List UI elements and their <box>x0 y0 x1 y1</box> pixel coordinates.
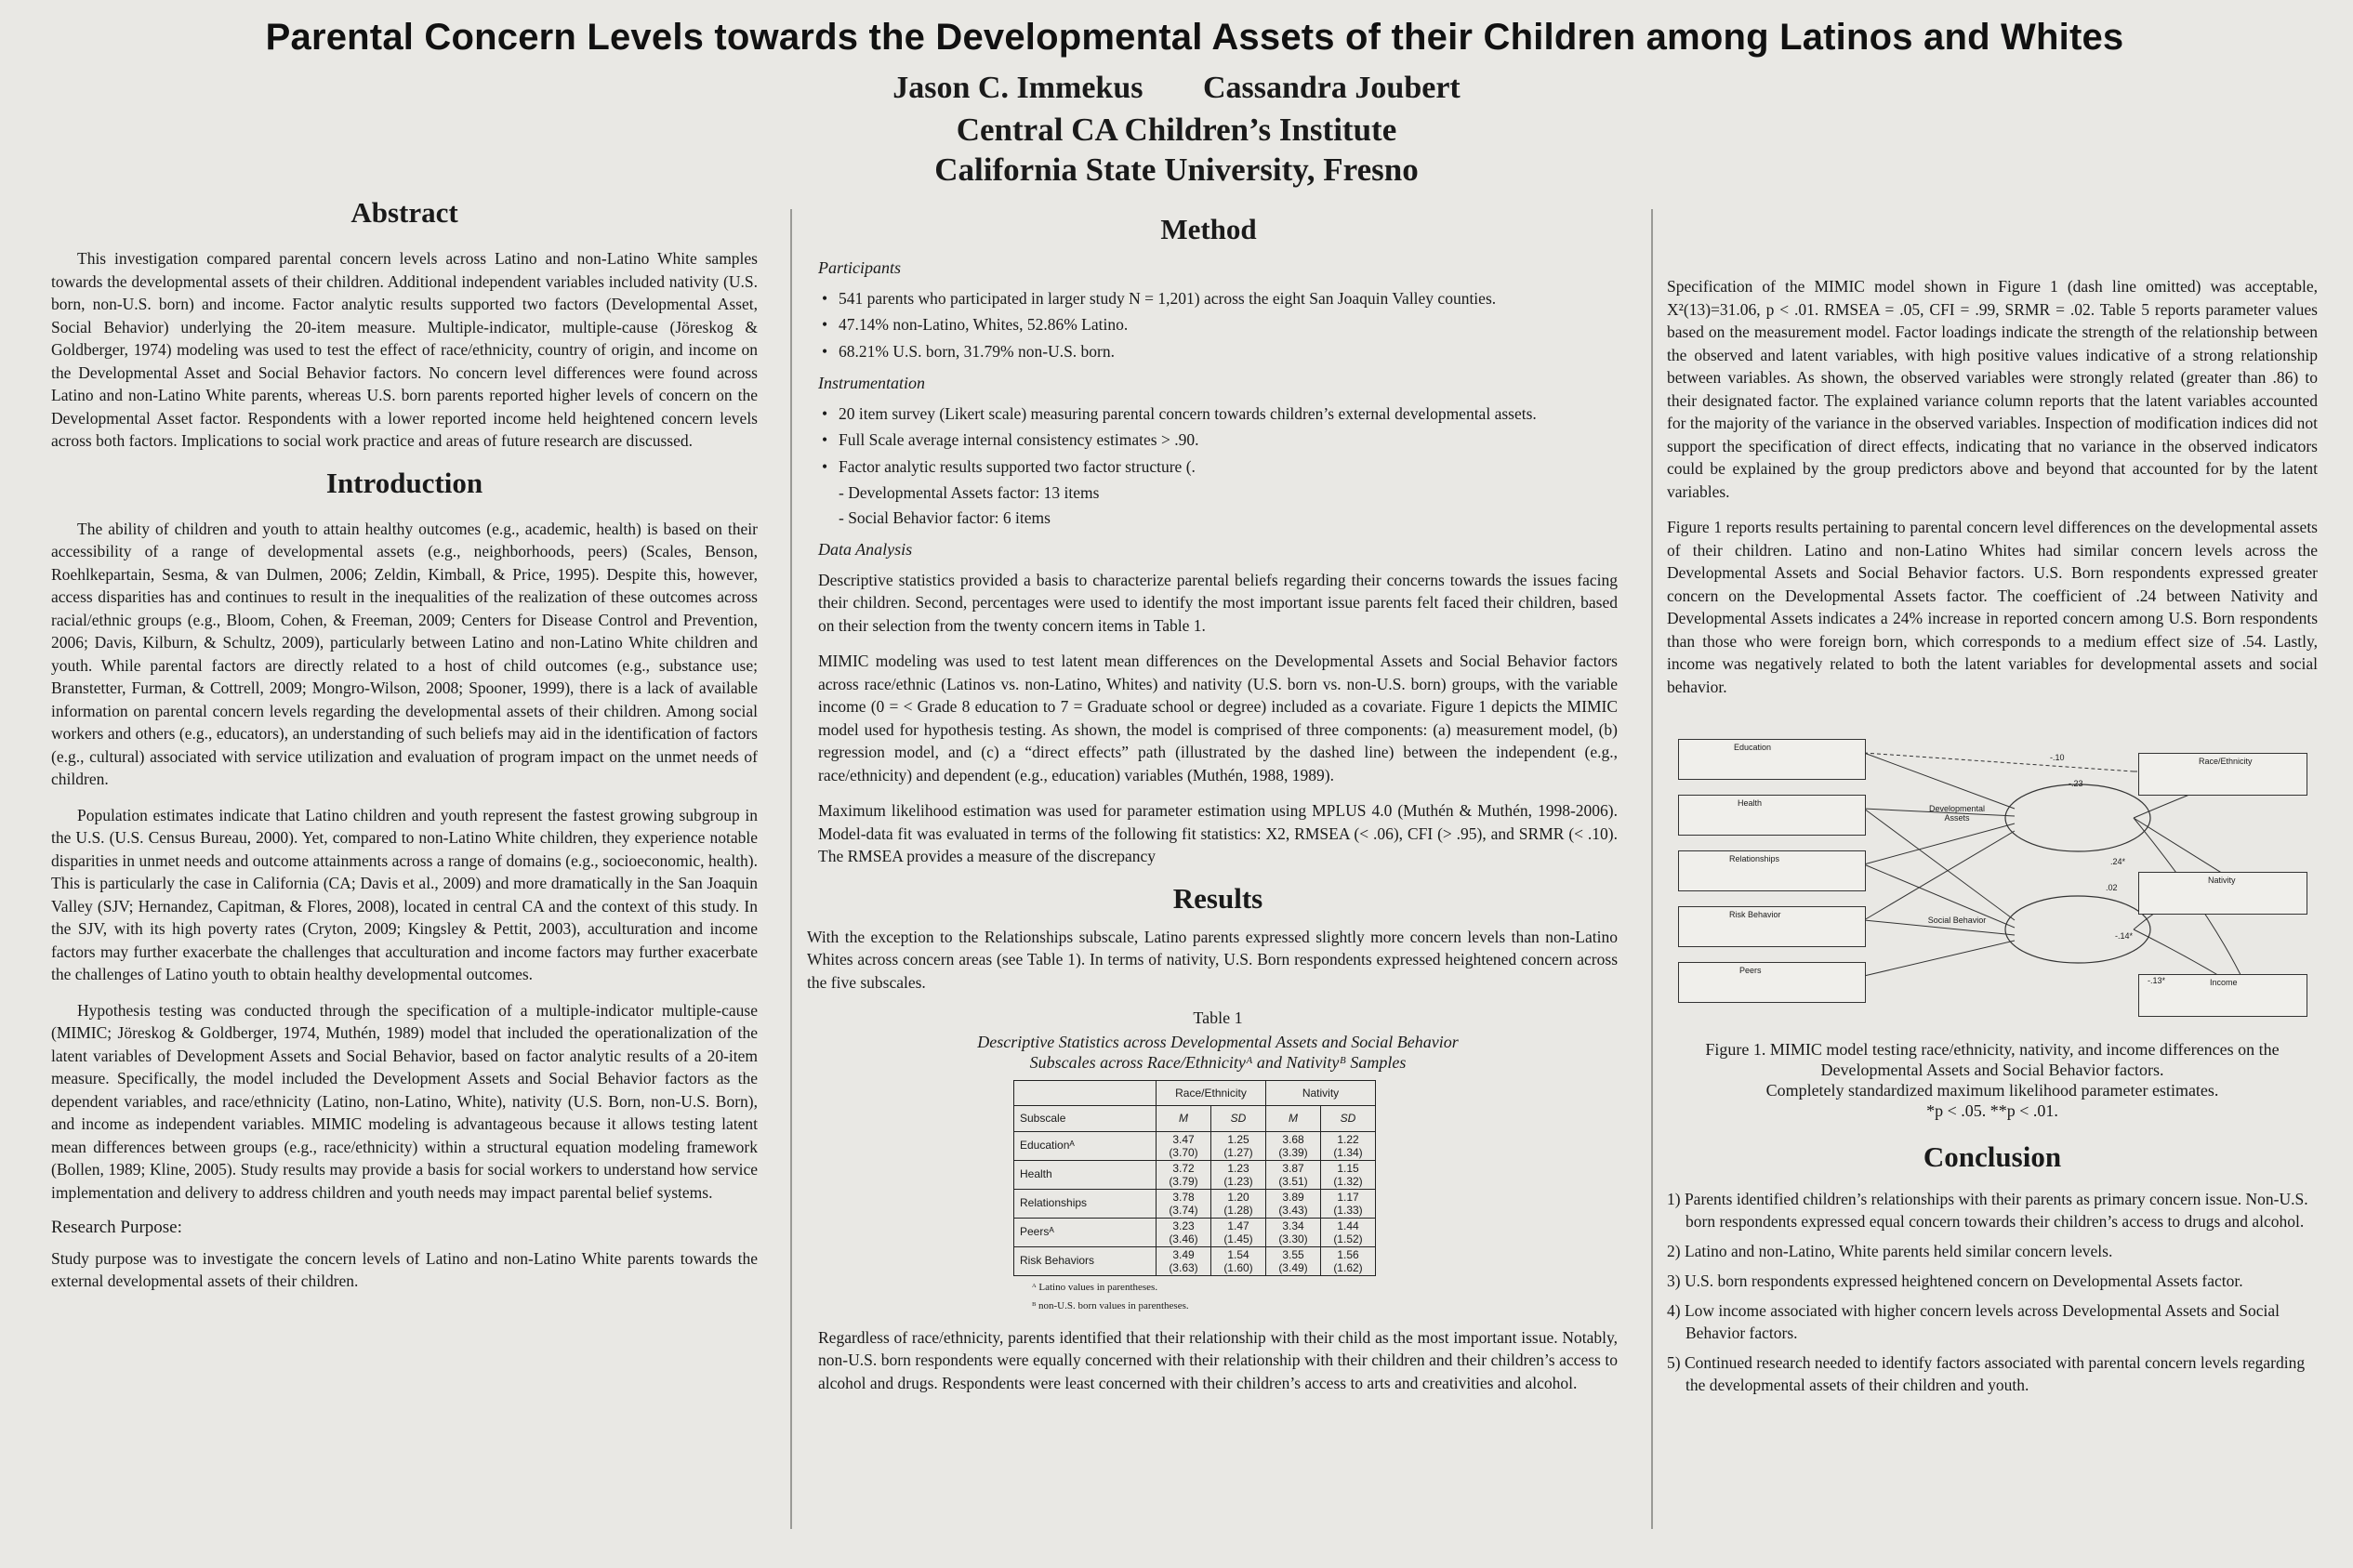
table-row-label: Educationᴬ <box>1014 1131 1157 1160</box>
table-cell: 1.15 (1.32) <box>1321 1160 1376 1189</box>
analysis-paragraph: MIMIC modeling was used to test latent mean differences on the Developmental Assets and Social Behavior factors across race/ethnic (Latinos vs. non-Latino, Whites) and nativity (U.S. born vs. non-U.S. born) groups, with the variable income (0 = < Grade 8 education to 7 = Graduate school or degree) included as a covariate. Figure 1 depicts the MIMIC model used for hypothesis testing. As shown, the model is comprised of three components: (a) measurement model, (b) regression model, and (c) a “direct effects” path (illustrated by the dashed line) between the independent (e.g., race/ethnicity) and dependent (e.g., education) variables (Muthén, 1988, 1989). <box>818 652 1618 784</box>
factor-label: Developmental Assets <box>1928 804 1986 823</box>
table-row-label: Peersᴬ <box>1014 1218 1157 1246</box>
indicator-label: Peers <box>1739 966 1762 975</box>
conclusion-list <box>1667 1188 2318 1396</box>
table-cell: 3.87 (3.51) <box>1266 1160 1321 1189</box>
participants-heading: Participants <box>818 258 901 277</box>
table-cell: 3.55 (3.49) <box>1266 1246 1321 1275</box>
table-header-cell: Subscale <box>1014 1106 1157 1132</box>
list-item: 3) U.S. born respondents expressed heightened concern on Developmental Assets factor. <box>1667 1272 2243 1290</box>
left-column <box>51 195 758 1306</box>
instrumentation-list <box>818 402 1618 479</box>
table-row <box>1014 1246 1376 1275</box>
table-cell: 1.22 (1.34) <box>1321 1131 1376 1160</box>
list-item: 5) Continued research needed to identify factors associated with parental concern levels regarding the developmental assets of their children and youth. <box>1667 1353 2306 1394</box>
instrumentation-heading: Instrumentation <box>818 374 925 392</box>
list-item: • 541 parents who participated in larger study N = 1,201) across the eight San Joaquin Valley counties. <box>839 287 1618 310</box>
list-item: - Developmental Assets factor: 13 items <box>839 483 1100 502</box>
list-item: 1) Parents identified children’s relationships with their parents as primary concern issue. Non-U.S. born respondents expressed equal concern towards their children’s access to drugs and alcohol. <box>1667 1190 2308 1231</box>
list-item: • Full Scale average internal consistency estimates > .90. <box>839 428 1618 452</box>
author-name: Jason C. Immekus <box>892 71 1143 105</box>
abstract-text: This investigation compared parental concern levels across Latino and non-Latino White samples towards the developmental assets of their children. Additional independent variables included nativity (U.S. born, non-U.S. born) and income. Factor analytic results supported two factors (Developmental Asset, Social Behavior) underlying the 20-item measure. Multiple-indicator, multiple-cause (Jöreskog & Goldberger, 1974) modeling was used to test the effect of race/ethnicity, country of origin, and income on the Developmental Asset and Social Behavior factors. No concern level differences were found across Latino and non-Latino White parents, whereas U.S. born parents reported higher levels of concern on the Developmental Asset factor. Respondents with a lower reported income held heightened concern levels across both factors. Implications to social work practice and areas of future research are discussed. <box>51 249 758 450</box>
conclusion-heading: Conclusion <box>1923 1140 2062 1173</box>
table-note: ᴮ non-U.S. born values in parentheses. <box>1032 1299 1189 1311</box>
table-cell: 1.20 (1.28) <box>1211 1189 1266 1218</box>
table-header-cell: SD <box>1211 1106 1266 1132</box>
table-cell: 3.72 (3.79) <box>1157 1160 1211 1189</box>
intro-paragraph: The ability of children and youth to attain healthy outcomes (e.g., academic, health) is based on their accessibility of a range of developmental assets (e.g., neighborhoods, peers) (Scales, Benson, Roehlkepartain, Sesma, & van Dulmen, 2006; Zeldin, Kimball, & Price, 1995). Despite this, however, access disparities has and continues to result in the inequalities of the realization of these outcomes across racial/ethnic groups (e.g., Bloom, Cohen, & Freeman, 2009; Centers for Disease Control and Prevention, 2006; Davis, Kilburn, & Schultz, 2009), particularly between Latino and non-Latino White children and youth. While parental factors are directly related to a host of child outcomes (e.g., substance use; Branstetter, Furman, & Cottrell, 2009; Mongro-Wilson, 2008; Spooner, 1999), there is a lack of available information on parental concern levels regarding the developmental assets of their children. Among social workers and others (e.g., educators), an understanding of such beliefs may aid in the identification of factors (e.g., cultural) associated with service utilization and evaluation of program impact on the unmet needs of children. <box>51 519 758 788</box>
figure-caption <box>1667 1039 2318 1060</box>
mimic-figure <box>1678 734 2320 1013</box>
table-group-header: Race/Ethnicity <box>1157 1080 1266 1106</box>
figure-caption-line: Figure 1. MIMIC model testing race/ethnicity, nativity, and income differences on the <box>1705 1040 2280 1059</box>
middle-column <box>807 212 1618 1407</box>
indicator-box <box>1678 962 1866 1003</box>
table-cell: 1.54 (1.60) <box>1211 1246 1266 1275</box>
table-row <box>1014 1218 1376 1246</box>
figure-caption-line: *p < .05. **p < .01. <box>1926 1101 2058 1120</box>
table-row-label: Relationships <box>1014 1189 1157 1218</box>
list-item: • Factor analytic results supported two factor structure (. <box>839 455 1618 479</box>
right-column <box>1667 275 2318 711</box>
column-divider <box>790 209 792 1529</box>
results-heading: Results <box>1172 881 1263 915</box>
research-purpose-text: Study purpose was to investigate the concern levels of Latino and non-Latino White parents towards the external developmental assets of their children. <box>51 1248 758 1290</box>
indicator-label: Education <box>1734 743 1772 752</box>
analysis-paragraph: Descriptive statistics provided a basis to characterize parental beliefs regarding their concerns towards the issues facing their children. Second, percentages were used to identify the most important issue parents felt faced their children, based on their selection from the twenty concern items in Table 1. <box>818 570 1618 635</box>
intro-paragraph: Hypothesis testing was conducted through the specification of a multiple-indicator multiple-cause (MIMIC; Jöreskog & Goldberger, 1974, Muthén, 1989) model that included the operationalization of the latent variables of Development Assets and Social Behavior, based on factor analytic results of a 20-item measure. Specifically, the model included the Development Assets and Social Behavior factors as the dependent variables, and race/ethnicity (Latino, non-Latino, White), nativity (U.S. Born, non-U.S. Born), and income as independent variables. MIMIC modeling is advantageous because it allows testing latent mean differences between groups (e.g., race/ethnicity) within a structural equation modeling framework (Bollen, 1989; Kline, 2005). Study results may provide a basis for social workers to understand how service implementation and delivery to address children and youth needs may impact parental belief systems. <box>51 1000 758 1202</box>
affiliation: Central CA Children’s Institute <box>956 112 1397 148</box>
author-name: Cassandra Joubert <box>1202 71 1461 105</box>
author-line <box>0 71 2353 106</box>
table-cell: 1.56 (1.62) <box>1321 1246 1376 1275</box>
table-row <box>1014 1131 1376 1160</box>
intro-paragraph: Population estimates indicate that Latino children and youth represent the fastest growing subgroup in the U.S. (U.S. Census Bureau, 2000). Yet, compared to non-Latino White children, they experience notable disparities in unmet needs and outcome attainments across a range of domains (e.g., socioeconomic, health). This is particularly the case in California (CA; Davis et al., 2009) and more dramatically in the San Joaquin Valley (SJV; Hernandez, Capitman, & Flores, 2008), located in central CA and the context of this study. In the SJV, with its high poverty rates (Cryton, 2009; Kingsley & Pettit, 2003), acculturation and income factors may further exacerbate the challenges that acculturation and income factors may further exacerbate the challenges of Latino youth to obtain healthy developmental outcomes. <box>51 805 758 983</box>
abstract-heading: Abstract <box>350 196 458 229</box>
path-coefficient: .24* <box>2110 857 2126 866</box>
list-item: • 68.21% U.S. born, 31.79% non-U.S. born. <box>839 340 1618 363</box>
table-group-header: Nativity <box>1266 1080 1376 1106</box>
table-cell: 1.17 (1.33) <box>1321 1189 1376 1218</box>
poster-title: Parental Concern Levels towards the Developmental Assets of their Children among Latinos and Whites <box>265 17 2124 58</box>
figure-caption-line: Developmental Assets and Social Behavior factors. <box>1820 1061 2164 1079</box>
table-cell: 3.34 (3.30) <box>1266 1218 1321 1246</box>
table-cell: 3.89 (3.43) <box>1266 1189 1321 1218</box>
column-divider <box>1651 209 1653 1529</box>
table-header-cell: SD <box>1321 1106 1376 1132</box>
affiliation: California State University, Fresno <box>934 152 1419 188</box>
predictor-label: Nativity <box>2208 876 2236 885</box>
data-analysis-heading: Data Analysis <box>818 540 913 559</box>
figure-caption-line: Completely standardized maximum likelihood parameter estimates. <box>1765 1081 2219 1100</box>
table-row <box>1014 1189 1376 1218</box>
list-item: 4) Low income associated with higher concern levels across Developmental Assets and Social Behavior factors. <box>1667 1301 2280 1342</box>
indicator-label: Risk Behavior <box>1729 910 1781 919</box>
predictor-label: Race/Ethnicity <box>2199 757 2253 766</box>
path-coefficient: -.23 <box>2069 779 2083 788</box>
table-title: Descriptive Statistics across Developmental Assets and Social Behavior <box>977 1032 1459 1051</box>
indicator-box <box>1678 739 1866 780</box>
table-cell: 1.25 (1.27) <box>1211 1131 1266 1160</box>
list-item: - Social Behavior factor: 6 items <box>839 507 1051 527</box>
table-row-label: Risk Behaviors <box>1014 1246 1157 1275</box>
path-coefficient: -.10 <box>2050 753 2065 762</box>
path-coefficient: -.13* <box>2148 976 2166 985</box>
table-cell: 1.44 (1.52) <box>1321 1218 1376 1246</box>
table-cell: 1.23 (1.23) <box>1211 1160 1266 1189</box>
table-row-label: Health <box>1014 1160 1157 1189</box>
path-coefficient: .02 <box>2106 883 2118 892</box>
table-title: Subscales across Race/Ethnicityᴬ and Nativityᴮ Samples <box>1029 1052 1407 1072</box>
descriptive-stats-table <box>1013 1080 1376 1276</box>
results-paragraph: Specification of the MIMIC model shown in Figure 1 (dash line omitted) was acceptable, X²(13)=31.06, p < .01. RMSEA = .05, CFI = .99, SRMR = .02. Table 5 reports parameter values based on the measurement model. Factor loadings indicate the strength of the relationship between the observed and latent variables, with high positive values indicative of a strong relationship between variables. As shown, the observed variables were strongly related (greater than .86) to their designated factor. The explained variance column reports that the latent variables accounted for the majority of the variance in the observed variables. Inspection of modification indices did not support the specification of direct effects, indicating that no variance in the observed indicators could be explained by the group predictors above and beyond that accounted for by the latent variables. <box>1667 277 2318 501</box>
list-item: • 47.14% non-Latino, Whites, 52.86% Latino. <box>839 313 1618 336</box>
table-cell: 1.47 (1.45) <box>1211 1218 1266 1246</box>
table-header-cell <box>1014 1080 1157 1106</box>
table-cell: 3.23 (3.46) <box>1157 1218 1211 1246</box>
table-cell: 3.78 (3.74) <box>1157 1189 1211 1218</box>
factor-list <box>818 481 1618 529</box>
table-caption: Table 1 <box>1193 1008 1243 1027</box>
factor-label: Social Behavior <box>1927 916 1987 925</box>
predictor-label: Income <box>2210 978 2238 987</box>
list-item: 2) Latino and non-Latino, White parents held similar concern levels. <box>1667 1242 2113 1260</box>
table-cell: 3.47 (3.70) <box>1157 1131 1211 1160</box>
indicator-box <box>1678 795 1866 836</box>
table-row <box>1014 1160 1376 1189</box>
introduction-heading: Introduction <box>325 466 483 499</box>
participants-list <box>818 287 1618 363</box>
research-purpose-heading: Research Purpose: <box>51 1218 182 1237</box>
table-cell: 3.68 (3.39) <box>1266 1131 1321 1160</box>
results-closing: Regardless of race/ethnicity, parents identified that their relationship with their child as the most important issue. Notably, non-U.S. born respondents were equally concerned with their relationship with their children and their children’s access to alcohol and drugs. Respondents were least concerned with their children’s access to arts and creativities and alcohol. <box>818 1327 1618 1392</box>
indicator-label: Relationships <box>1729 854 1780 863</box>
list-item: • 20 item survey (Likert scale) measuring parental concern towards children’s external developmental assets. <box>839 402 1618 426</box>
right-column-lower <box>1667 1039 2318 1403</box>
method-heading: Method <box>1160 213 1257 245</box>
indicator-label: Health <box>1738 798 1763 808</box>
table-cell: 3.49 (3.63) <box>1157 1246 1211 1275</box>
path-coefficient: -.14* <box>2115 931 2134 941</box>
results-intro: With the exception to the Relationships subscale, Latino parents expressed slightly more concern levels than non-Latino Whites across concern areas (see Table 1). In terms of nativity, U.S. Born respondents expressed heightened concern across the five subscales. <box>807 927 1618 992</box>
analysis-paragraph: Maximum likelihood estimation was used for parameter estimation using MPLUS 4.0 (Muthén & Muthén, 1998-2006). Model-data fit was evaluated in terms of the following fit statistics: X2, RMSEA (< .06), CFI (> .95), and SRMR (< .10). The RMSEA provides a measure of the discrepancy <box>818 801 1618 865</box>
table-note: ᴬ Latino values in parentheses. <box>1032 1281 1158 1293</box>
table-header-cell: M <box>1157 1106 1211 1132</box>
table-header-cell: M <box>1266 1106 1321 1132</box>
results-paragraph: Figure 1 reports results pertaining to parental concern level differences on the developmental assets of their children. Latino and non-Latino Whites had similar concern levels across the Developmental Assets and Social Behavior factors. U.S. Born respondents expressed greater concern on the Developmental Assets factor. The coefficient of .24 between Nativity and Developmental Assets indicates a 24% increase in reported concern among U.S. Born respondents than those who were foreign born, which corresponds to a medium effect size of .54. Lastly, income was negatively related to both the latent variables for developmental assets and social behavior. <box>1667 518 2318 696</box>
